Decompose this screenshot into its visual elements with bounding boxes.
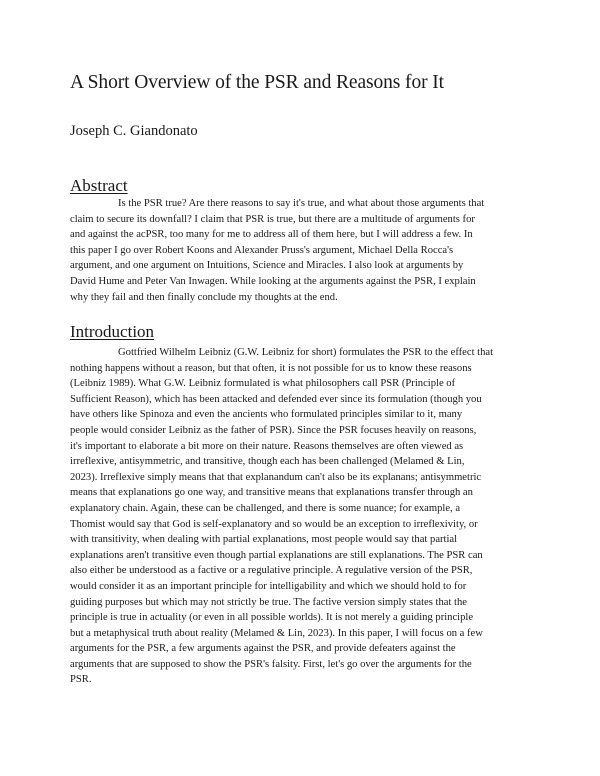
abstract-paragraph [70, 196, 540, 305]
introduction-line: people would consider Leibniz as the father of PSR). Since the PSR focuses heavily on reasons, [70, 424, 477, 436]
introduction-line: arguments for the PSR, a few arguments against the PSR, and provide defeaters against the [70, 643, 456, 655]
introduction-line: (Leibniz 1989). What G.W. Leibniz formulated is what philosophers call PSR (Principle of [70, 378, 456, 390]
introduction-line: with transitivity, when dealing with partial explanations, most people would say that partial [70, 534, 458, 546]
introduction-line: nothing happens without a reason, but that often, it is not possible for us to know these reasons [70, 362, 472, 374]
introduction-line: arguments that are supposed to show the PSR's falsity. First, let's go over the arguments for the [70, 658, 472, 670]
introduction-line: principle is true in actuality (or even in all possible worlds). It is not merely a guiding principle [70, 612, 474, 624]
introduction-line: it's important to elaborate a bit more on their nature. Reasons themselves are often viewed as [70, 440, 464, 452]
introduction-line: have others like Spinoza and even the ancients who formulated principles similar to it, many [70, 409, 463, 421]
abstract-line: this paper I go over Robert Koons and Alexander Pruss's argument, Michael Della Rocca's [70, 244, 454, 256]
introduction-line: means that explanations go one way, and transitive means that explanations transfer through an [70, 487, 473, 499]
introduction-line: Gottfried Wilhelm Leibniz (G.W. Leibniz for short) formulates the PSR to the effect that [118, 347, 494, 358]
abstract-line: David Hume and Peter Van Inwagen. While looking at the arguments against the PSR, I explain [70, 275, 476, 287]
introduction-line: irreflexive, antisymmetric, and transitive, though each has been challenged (Melamed & Lin, [70, 456, 465, 468]
introduction-heading: Introduction [70, 322, 155, 341]
abstract-line: Is the PSR true? Are there reasons to say it's true, and what about those arguments that [118, 198, 485, 209]
abstract-line: claim to secure its downfall? I claim that PSR is true, but there are a multitude of arguments for [70, 213, 475, 225]
introduction-line: also either be understood as a factive or a regulative principle. A regulative version of the PSR, [70, 565, 473, 577]
introduction-line: 2023). Irreflexive simply means that that explanandum can't also be its explanans; antisymmetric [70, 471, 482, 483]
introduction-line: Sufficient Reason), which has been attacked and defended ever since its formulation (though you [70, 393, 482, 405]
introduction-line: guiding purposes but which may not strictly be true. The factive version simply states that the [70, 596, 467, 608]
introduction-line: would consider it as an important principle for intelligability and which we should hold to for [70, 580, 467, 592]
introduction-line: explanatory chain. Again, these can be challenged, and there is some nuance; for example, a [70, 502, 461, 514]
abstract-heading: Abstract [70, 176, 128, 195]
introduction-line: Thomist would say that God is self-explanatory and so would be an exception to irreflexivity, or [70, 518, 478, 530]
introduction-line: PSR. [70, 674, 92, 686]
introduction-line: but a metaphysical truth about reality (Melamed & Lin, 2023). In this paper, I will focus on a few [70, 627, 483, 639]
abstract-line: argument, and one argument on Intuitions, Science and Miracles. I also look at arguments by [70, 260, 464, 272]
author-name: Joseph C. Giandonato [70, 123, 198, 139]
abstract-line: why they fail and then finally conclude my thoughts at the end. [70, 291, 338, 303]
introduction-paragraph [70, 345, 540, 688]
paper-title: A Short Overview of the PSR and Reasons for It [70, 72, 444, 93]
introduction-line: explanations aren't transitive even though partial explanations are still explanations. The PSR can [70, 549, 483, 561]
abstract-line: and against the acPSR, too many for me to address all of them here, but I will address a few. In [70, 229, 473, 241]
